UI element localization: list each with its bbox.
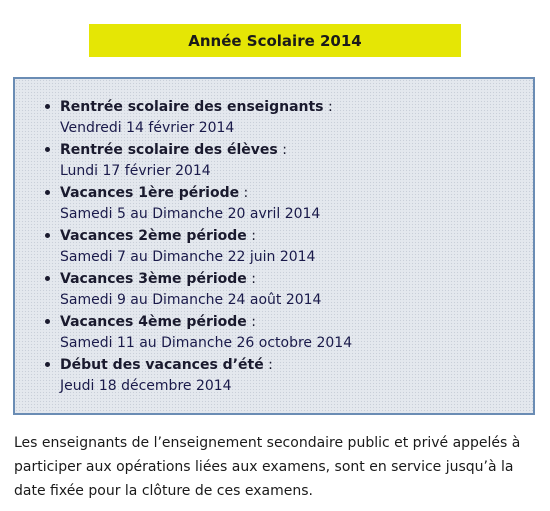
item-date: Lundi 17 février 2014 — [60, 163, 211, 179]
bullet-icon — [45, 104, 50, 109]
item-label: Vacances 1ère période — [60, 185, 240, 201]
item-date: Jeudi 18 décembre 2014 — [60, 378, 232, 394]
item-date: Samedi 11 au Dimanche 26 octobre 2014 — [60, 335, 353, 351]
bullet-icon — [45, 147, 50, 152]
item-colon: : — [277, 142, 287, 158]
bullet-icon — [45, 319, 50, 324]
item-colon: : — [246, 228, 256, 244]
item-label: Rentrée scolaire des enseignants — [60, 99, 324, 115]
school-year-title-banner — [89, 24, 461, 57]
item-date: Samedi 5 au Dimanche 20 avril 2014 — [60, 206, 321, 222]
item-label: Vacances 3ème période — [60, 271, 247, 287]
item-label: Rentrée scolaire des élèves — [60, 142, 278, 158]
bullet-icon — [45, 190, 50, 195]
item-colon: : — [323, 99, 333, 115]
page-title: Année Scolaire 2014 — [188, 31, 362, 50]
footnote-paragraph: Les enseignants de l’enseignement secondaire public et privé appelés à participer aux opérations liées aux examens, sont en service jusqu’à la date fixée pour la clôture de ces examens. — [14, 435, 521, 499]
item-label: Vacances 2ème période — [60, 228, 247, 244]
item-colon: : — [246, 314, 256, 330]
schedule-panel — [13, 77, 535, 415]
bullet-icon — [45, 276, 50, 281]
item-label: Vacances 4ème période — [60, 314, 247, 330]
item-date: Samedi 9 au Dimanche 24 août 2014 — [60, 292, 322, 308]
item-colon: : — [239, 185, 249, 201]
item-label: Début des vacances d’été — [60, 357, 264, 373]
bullet-icon — [45, 233, 50, 238]
item-colon: : — [263, 357, 273, 373]
item-colon: : — [246, 271, 256, 287]
bullet-icon — [45, 362, 50, 367]
item-date: Samedi 7 au Dimanche 22 juin 2014 — [60, 249, 316, 265]
item-date: Vendredi 14 février 2014 — [60, 120, 235, 136]
